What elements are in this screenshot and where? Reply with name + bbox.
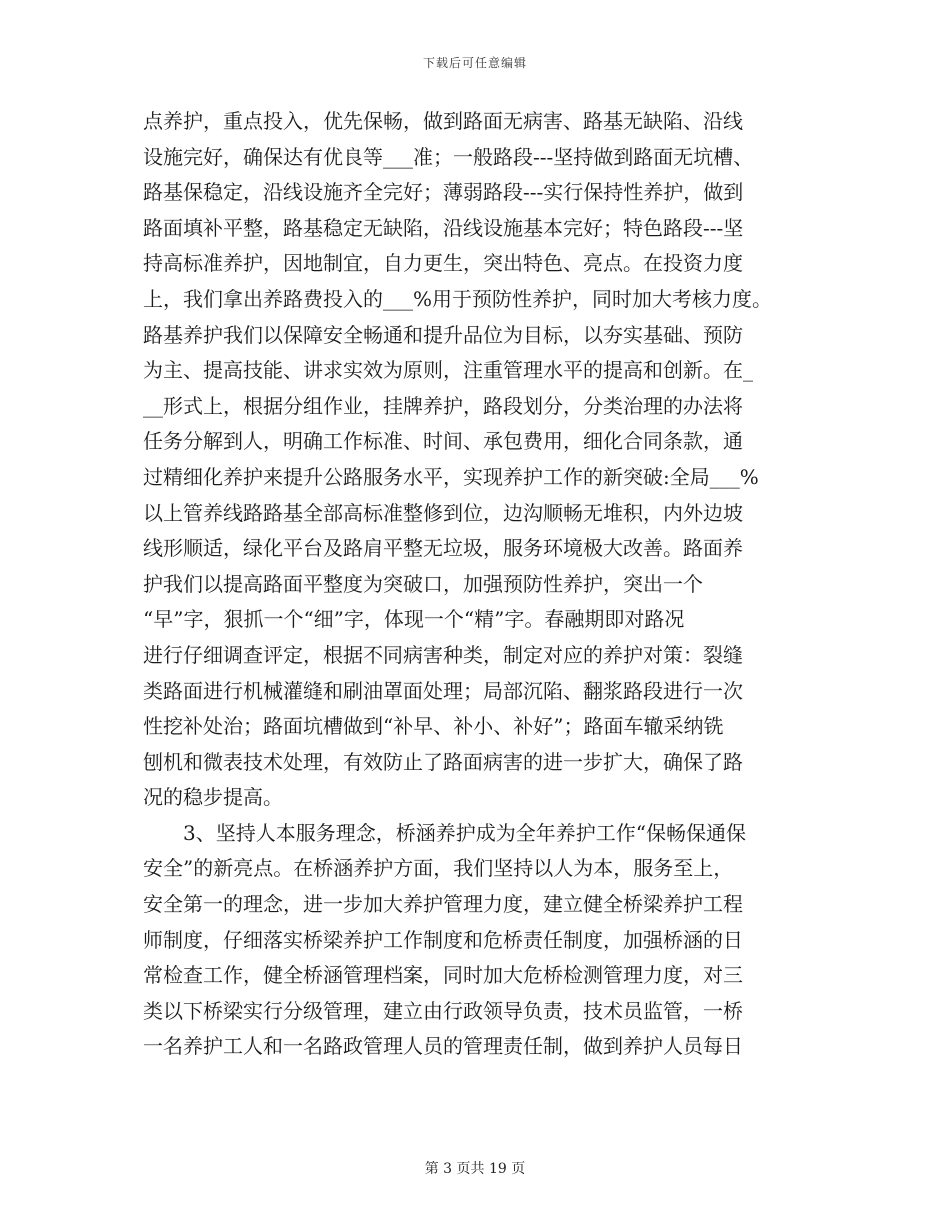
text-line: 点养护，重点投入，优先保畅，做到路面无病害、路基无缺陷、沿线 bbox=[143, 109, 743, 133]
page-header: 下载后可任意编辑 bbox=[422, 56, 527, 70]
text-line: 护我们以提高路面平整度为突破口，加强预防性养护，突出一个 bbox=[143, 571, 703, 596]
text-line: 过精细化养护来提升公路服务水平，实现养护工作的新突破:全局___% bbox=[143, 464, 759, 489]
text-line: 性挖补处治；路面坑槽做到“补早、补小、补好”；路面车辙采纳铣 bbox=[143, 714, 724, 739]
text-line: 刨机和微表技术处理，有效防止了路面病害的进一步扩大，确保了路 bbox=[143, 749, 743, 774]
text-line: 类路面进行机械灌缝和刷油罩面处理；局部沉陷、翻浆路段进行一次 bbox=[143, 678, 743, 703]
text-line: 3、坚持人本服务理念，桥涵养护成为全年养护工作“保畅保通保 bbox=[143, 820, 746, 845]
text-line: 以上管养线路路基全部高标准整修到位，边沟顺畅无堆积，内外边坡 bbox=[143, 500, 743, 525]
text-line: 任务分解到人，明确工作标准、时间、承包费用，细化合同条款，通 bbox=[143, 429, 743, 454]
text-line: 为主、提高技能、讲求实效为原则，注重管理水平的提高和创新。在_ bbox=[143, 358, 753, 383]
document-body bbox=[143, 104, 808, 1065]
text-line: 线形顺适，绿化平台及路肩平整无垃圾，服务环境极大改善。路面养 bbox=[143, 536, 743, 561]
text-line: 持高标准养护，因地制宜，自力更生，突出特色、亮点。在投资力度 bbox=[143, 251, 743, 276]
text-line: 路面填补平整，路基稳定无缺陷，沿线设施基本完好；特色路段---坚 bbox=[143, 215, 744, 240]
text-line: 路基保稳定，沿线设施齐全完好；薄弱路段---实行保持性养护，做到 bbox=[143, 180, 744, 205]
page-footer: 第 3 页共 19 页 bbox=[424, 1161, 526, 1177]
text-line: 路基养护我们以保障安全畅通和提升品位为目标，以夯实基础、预防 bbox=[143, 322, 743, 347]
text-line: 安全”的新亮点。在桥涵养护方面，我们坚持以人为本，服务至上， bbox=[143, 856, 734, 881]
text-line: 上，我们拿出养路费投入的___%用于预防性养护，同时加大考核力度。 bbox=[143, 286, 773, 311]
text-line: 一名养护工人和一名路政管理人员的管理责任制，做到养护人员每日 bbox=[143, 1034, 743, 1059]
text-line: “早”字，狠抓一个“细”字，体现一个“精”字。春融期即对路况 bbox=[143, 607, 685, 632]
text-line: __形式上，根据分组作业，挂牌养护，路段划分，分类治理的办法将 bbox=[143, 393, 743, 418]
text-line: 安全第一的理念，进一步加大养护管理力度，建立健全桥梁养护工程 bbox=[143, 892, 743, 917]
text-line: 师制度，仔细落实桥梁养护工作制度和危桥责任制度，加强桥涵的日 bbox=[143, 927, 743, 952]
text-line: 况的稳步提高。 bbox=[143, 785, 283, 810]
text-line: 设施完好，确保达有优良等___准；一般路段---坚持做到路面无坑槽、 bbox=[143, 144, 754, 169]
text-line: 类以下桥梁实行分级管理，建立由行政领导负责，技术员监管，一桥 bbox=[143, 998, 743, 1023]
text-line: 进行仔细调查评定，根据不同病害种类，制定对应的养护对策：裂缝 bbox=[143, 642, 743, 667]
text-line: 常检查工作，健全桥涵管理档案，同时加大危桥检测管理力度，对三 bbox=[143, 963, 743, 988]
